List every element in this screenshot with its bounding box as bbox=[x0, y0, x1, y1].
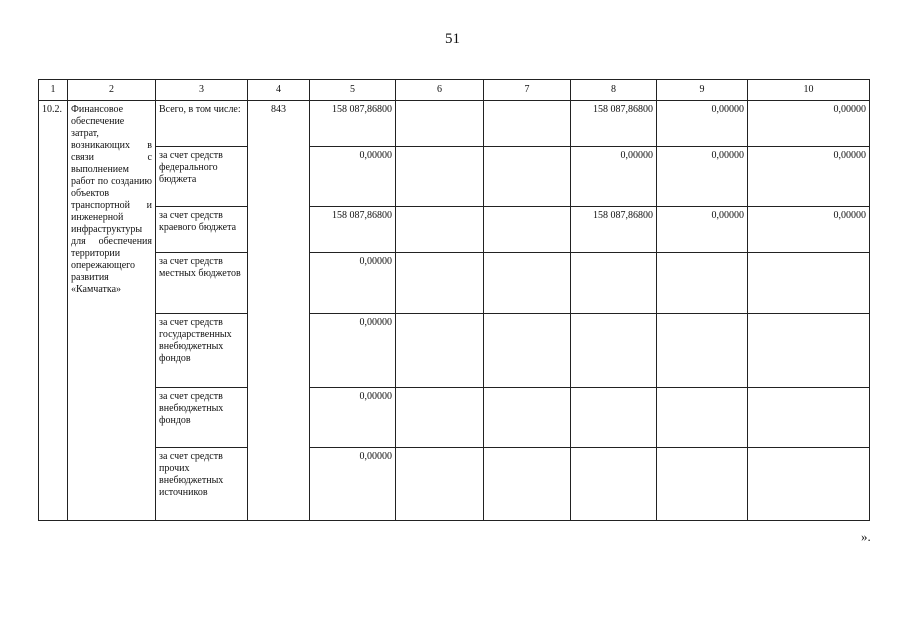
closing-quote-mark: ». bbox=[861, 529, 871, 544]
column-header: 2 bbox=[68, 80, 156, 101]
source-label: Всего, в том числе: bbox=[156, 101, 248, 147]
cell-col5: 0,00000 bbox=[310, 314, 396, 388]
cell-col8: 0,00000 bbox=[571, 147, 657, 207]
cell-col9 bbox=[657, 253, 748, 314]
cell-col8 bbox=[571, 448, 657, 521]
table-row bbox=[39, 147, 870, 207]
row-number: 10.2. bbox=[39, 101, 68, 521]
source-label: за счет средств внебюджетных фондов bbox=[156, 388, 248, 448]
cell-col8 bbox=[571, 388, 657, 448]
column-header: 8 bbox=[571, 80, 657, 101]
cell-col6 bbox=[396, 101, 484, 147]
cell-col9: 0,00000 bbox=[657, 101, 748, 147]
source-label: за счет средств краевого бюджета bbox=[156, 207, 248, 253]
cell-col9 bbox=[657, 448, 748, 521]
budget-table bbox=[38, 79, 870, 521]
table-row bbox=[39, 101, 870, 147]
cell-col5: 0,00000 bbox=[310, 147, 396, 207]
column-header: 6 bbox=[396, 80, 484, 101]
cell-col5: 0,00000 bbox=[310, 448, 396, 521]
cell-col5: 0,00000 bbox=[310, 388, 396, 448]
column-header: 3 bbox=[156, 80, 248, 101]
column-header: 10 bbox=[748, 80, 870, 101]
source-label: за счет средств прочих внебюджетных источников bbox=[156, 448, 248, 521]
cell-col6 bbox=[396, 207, 484, 253]
source-label: за счет средств федерального бюджета bbox=[156, 147, 248, 207]
cell-col5: 0,00000 bbox=[310, 253, 396, 314]
cell-col10: 0,00000 bbox=[748, 101, 870, 147]
cell-col7 bbox=[484, 253, 571, 314]
row-code: 843 bbox=[248, 101, 310, 521]
cell-col9 bbox=[657, 314, 748, 388]
table-row bbox=[39, 207, 870, 253]
cell-col6 bbox=[396, 314, 484, 388]
header-row bbox=[39, 80, 870, 101]
cell-col6 bbox=[396, 388, 484, 448]
column-header: 1 bbox=[39, 80, 68, 101]
cell-col7 bbox=[484, 448, 571, 521]
cell-col10 bbox=[748, 253, 870, 314]
column-header: 4 bbox=[248, 80, 310, 101]
column-header: 5 bbox=[310, 80, 396, 101]
cell-col5: 158 087,86800 bbox=[310, 101, 396, 147]
source-label: за счет средств государственных внебюджетных фондов bbox=[156, 314, 248, 388]
cell-col8: 158 087,86800 bbox=[571, 207, 657, 253]
column-header: 7 bbox=[484, 80, 571, 101]
cell-col9: 0,00000 bbox=[657, 207, 748, 253]
cell-col6 bbox=[396, 147, 484, 207]
cell-col7 bbox=[484, 147, 571, 207]
cell-col8 bbox=[571, 253, 657, 314]
cell-col9: 0,00000 bbox=[657, 147, 748, 207]
table-row bbox=[39, 448, 870, 521]
source-label: за счет средств местных бюджетов bbox=[156, 253, 248, 314]
table-row bbox=[39, 388, 870, 448]
cell-col7 bbox=[484, 207, 571, 253]
cell-col7 bbox=[484, 388, 571, 448]
cell-col6 bbox=[396, 253, 484, 314]
column-header: 9 bbox=[657, 80, 748, 101]
cell-col9 bbox=[657, 388, 748, 448]
page-number: 51 bbox=[445, 31, 460, 47]
cell-col10 bbox=[748, 388, 870, 448]
cell-col8: 158 087,86800 bbox=[571, 101, 657, 147]
cell-col7 bbox=[484, 101, 571, 147]
cell-col10: 0,00000 bbox=[748, 207, 870, 253]
table-row bbox=[39, 314, 870, 388]
cell-col5: 158 087,86800 bbox=[310, 207, 396, 253]
cell-col6 bbox=[396, 448, 484, 521]
cell-col8 bbox=[571, 314, 657, 388]
cell-col7 bbox=[484, 314, 571, 388]
row-description: Финансовое обеспечение затрат, возникающих в связи с выполнением работ по созданию объектов транспортной и инженерной инфраструктуры для обеспечения территории опережающего развития «Камчатка» bbox=[68, 101, 156, 521]
table-row bbox=[39, 253, 870, 314]
cell-col10 bbox=[748, 448, 870, 521]
cell-col10 bbox=[748, 314, 870, 388]
cell-col10: 0,00000 bbox=[748, 147, 870, 207]
